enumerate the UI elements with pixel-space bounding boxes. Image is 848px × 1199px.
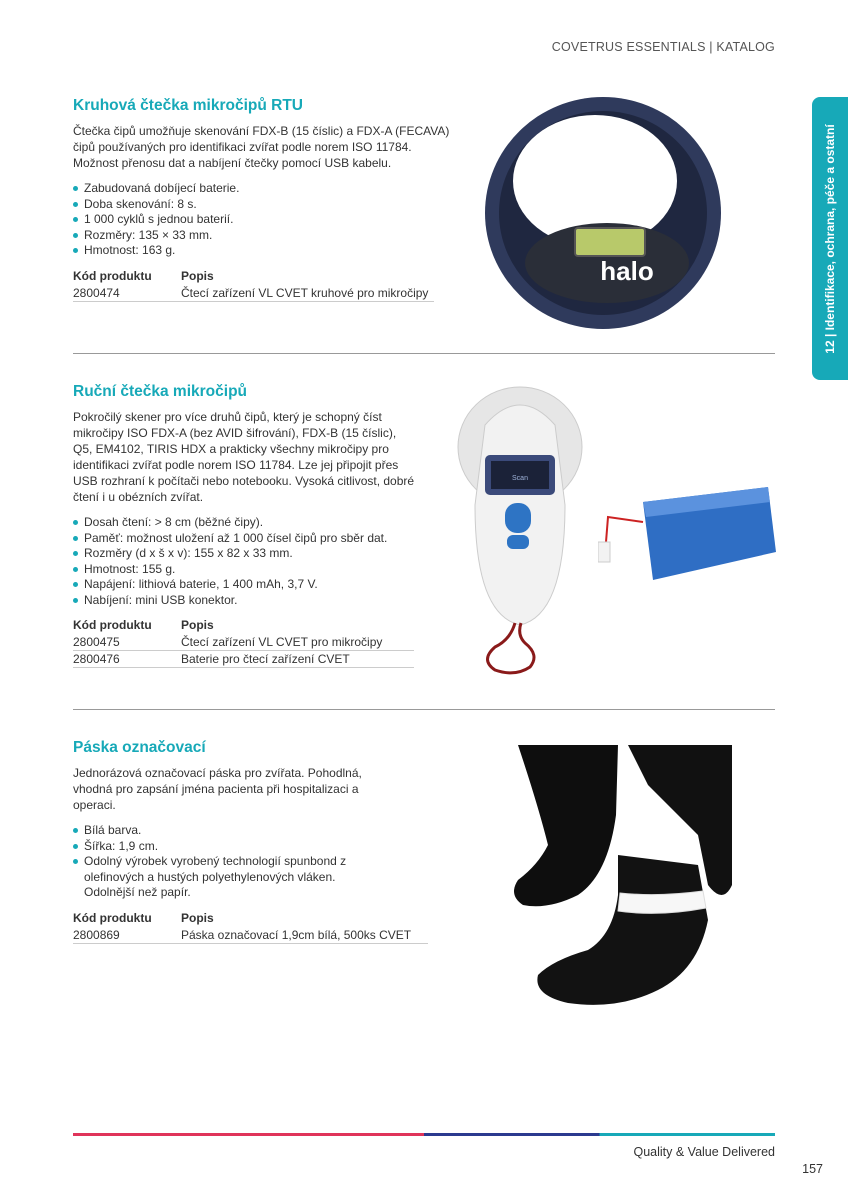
table-row (73, 927, 428, 944)
feature-item: 1 000 cyklů s jednou baterií. (73, 212, 453, 228)
product-section-rtu (73, 97, 453, 302)
footer-tagline: Quality & Value Delivered (633, 1145, 775, 1159)
section-divider (73, 709, 775, 710)
product-table (73, 618, 414, 668)
feature-item: Dosah čtení: > 8 cm (běžné čipy). (73, 515, 423, 531)
product-table (73, 911, 428, 944)
feature-item: Nabíjení: mini USB konektor. (73, 593, 423, 609)
product-section-handheld (73, 383, 418, 668)
feature-item: Doba skenování: 8 s. (73, 197, 453, 213)
section-title: Páska označovací (73, 739, 206, 756)
product-desc: Čtecí zařízení VL CVET pro mikročipy (181, 634, 414, 651)
handheld-reader-image (455, 385, 585, 685)
table-row (73, 651, 414, 668)
column-header-code: Kód produktu (73, 618, 152, 632)
product-code: 2800475 (73, 634, 181, 651)
device-screen-text: Scan (512, 475, 528, 482)
product-section-tape (73, 739, 412, 944)
product-desc: Baterie pro čtecí zařízení CVET (181, 651, 414, 668)
ring-reader-image (485, 95, 725, 340)
feature-item: Hmotnost: 155 g. (73, 562, 423, 578)
feature-list (73, 823, 378, 901)
feature-item: Rozměry: 135 × 33 mm. (73, 228, 453, 244)
feature-item: Hmotnost: 163 g. (73, 243, 453, 259)
dog-leg-tape-image (498, 745, 732, 1010)
column-header-desc: Popis (181, 618, 214, 632)
halo-logo-text: halo (600, 256, 654, 286)
section-title: Ruční čtečka mikročipů (73, 383, 248, 400)
feature-item: Paměť: možnost uložení až 1 000 čísel čipů pro sběr dat. (73, 531, 423, 547)
section-description: Čtečka čipů umožňuje skenování FDX-B (15 číslic) a FDX-A (FECAVA) čipů používaných pro identifikaci zvířat podle norem ISO 11784. Možnost přenosu dat a nabíjení čtečky pomocí USB kabelu. (73, 124, 450, 170)
product-table (73, 269, 434, 302)
section-divider (73, 353, 775, 354)
section-description: Jednorázová označovací páska pro zvířata. Pohodlná, vhodná pro zapsání jména pacienta při hospitalizaci a operaci. (73, 766, 362, 812)
footer-color-bar (73, 1133, 775, 1136)
feature-list (73, 181, 453, 259)
product-code: 2800869 (73, 927, 181, 944)
feature-item: Rozměry (d x š x v): 155 x 82 x 33 mm. (73, 546, 423, 562)
chapter-side-tab (812, 97, 848, 380)
column-header-desc: Popis (181, 268, 214, 283)
feature-list (73, 515, 423, 608)
page-number: 157 (802, 1162, 823, 1176)
product-code: 2800476 (73, 651, 181, 668)
product-desc: Čtecí zařízení VL CVET kruhové pro mikročipy (181, 285, 434, 302)
product-desc: Páska označovací 1,9cm bílá, 500ks CVET (181, 927, 428, 944)
column-header-code: Kód produktu (73, 910, 152, 925)
column-header-code: Kód produktu (73, 268, 152, 283)
table-row (73, 634, 414, 651)
feature-item: Šířka: 1,9 cm. (73, 839, 378, 855)
chapter-side-tab-label: 12 | Identifikace, ochrana, péče a ostatní (823, 123, 837, 354)
column-header-desc: Popis (181, 910, 214, 925)
table-row (73, 285, 434, 302)
section-description: Pokročilý skener pro více druhů čipů, který je schopný číst mikročipy ISO FDX-A (bez AVID šifrování), FDX-B (15 číslic), Q5, EM4102, TIRIS HDX a prakticky všechny mikročipy pro identifikaci zvířat podle norem ISO 11784. Lze jej připojit přes USB rozhraní k počítači nebo notebooku. Vysoká citlivost, dobré čtení i u obézních zvířat. (73, 410, 415, 504)
section-title: Kruhová čtečka mikročipů RTU (73, 97, 303, 114)
feature-item: Bílá barva. (73, 823, 378, 839)
feature-item: Zabudovaná dobíjecí baterie. (73, 181, 453, 197)
battery-image (598, 462, 778, 582)
catalog-header: COVETRUS ESSENTIALS | KATALOG (551, 40, 775, 54)
feature-item: Napájení: lithiová baterie, 1 400 mAh, 3,7 V. (73, 577, 423, 593)
feature-item: Odolný výrobek vyrobený technologií spunbond z olefinových a hustých polyethylenových vláken. Odolnější než papír. (73, 854, 378, 901)
product-code: 2800474 (73, 285, 181, 302)
